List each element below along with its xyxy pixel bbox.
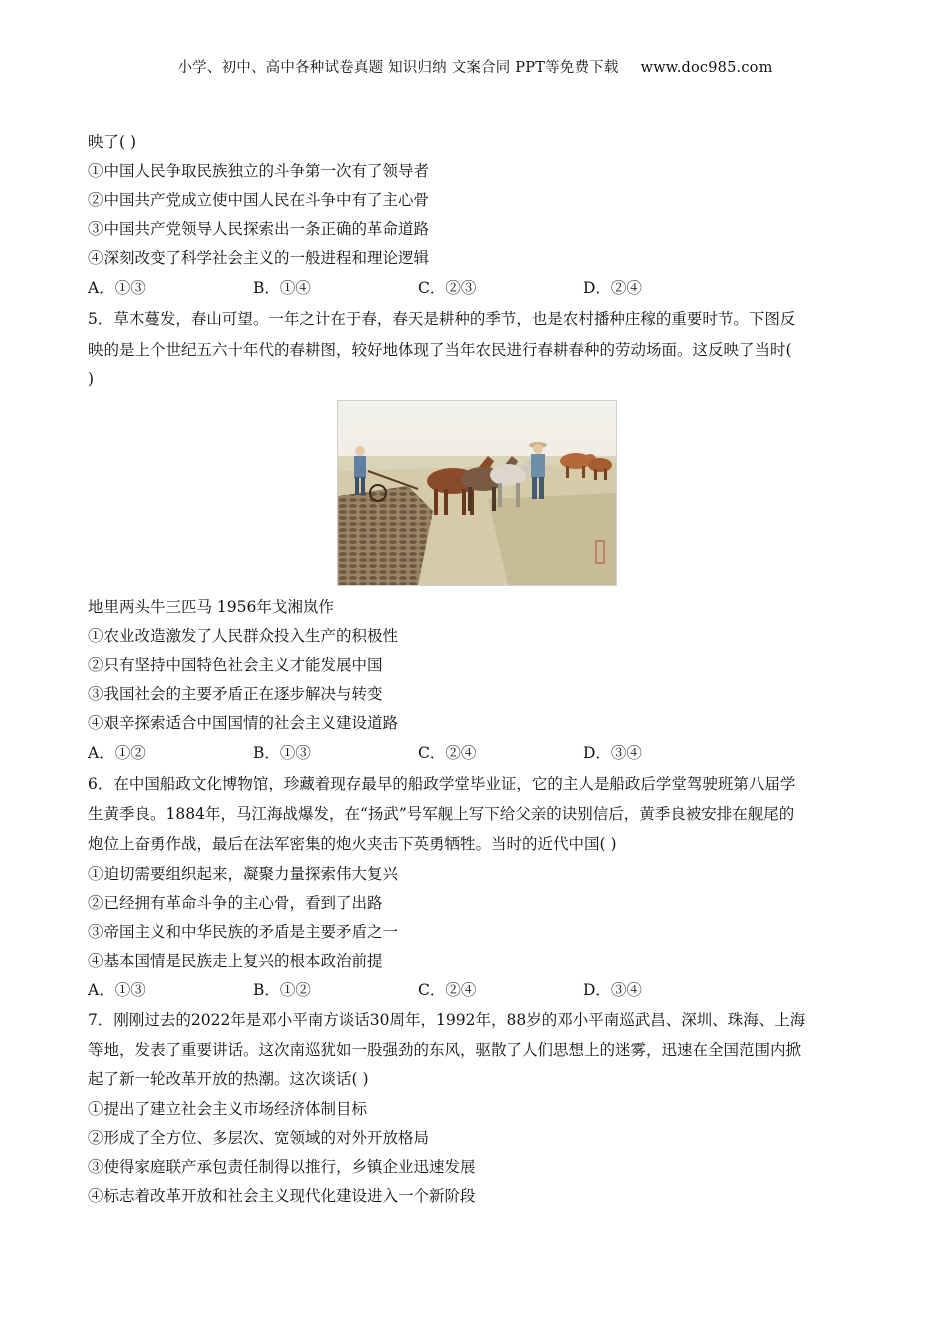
header-url[interactable]: www.doc985.com [640,60,773,76]
q7-item-1: ①提出了建立社会主义市场经济体制目标 [88,1100,368,1118]
q6-item-4: ④基本国情是民族走上复兴的根本政治前提 [88,952,383,970]
q7-stem-line-2: 等地，发表了重要讲话。这次南巡犹如一股强劲的东风，驱散了人们思想上的迷雾，迅速在全国范围内掀 [88,1041,802,1059]
q5-option-b[interactable]: B．①③ [253,744,311,762]
page-header [0,56,950,77]
q5-item-1: ①农业改造激发了人民群众投入生产的积极性 [88,627,399,645]
q6-stem-line-3: 炮位上奋勇作战，最后在法军密集的炮火夹击下英勇牺牲。当时的近代中国( ) [88,835,617,853]
painting-illustration [338,401,616,585]
q6-item-2: ②已经拥有革命斗争的主心骨，看到了出路 [88,894,383,912]
q4-option-d[interactable]: D．②④ [583,279,642,297]
q7-item-3: ③使得家庭联产承包责任制得以推行，乡镇企业迅速发展 [88,1158,476,1176]
q6-option-b[interactable]: B．①② [253,981,311,999]
q5-item-2: ②只有坚持中国特色社会主义才能发展中国 [88,656,383,674]
q7-item-4: ④标志着改革开放和社会主义现代化建设进入一个新阶段 [88,1187,476,1205]
q6-item-1: ①迫切需要组织起来，凝聚力量探索伟大复兴 [88,865,399,883]
q6-item-3: ③帝国主义和中华民族的矛盾是主要矛盾之一 [88,923,399,941]
q4-item-3: ③中国共产党领导人民探索出一条正确的革命道路 [88,220,430,238]
q5-option-d[interactable]: D．③④ [583,744,642,762]
q6-stem-line-2: 生黄季良。1884年，马江海战爆发，在“扬武”号军舰上写下给父亲的诀别信后，黄季良被安排在舰尾的 [88,805,795,823]
q5-stem-line-2: 映的是上个世纪五六十年代的春耕图，较好地体现了当年农民进行春耕春种的劳动场面。这反映了当时( [88,341,792,359]
q6-stem-line-1: 6．在中国船政文化博物馆，珍藏着现存最早的船政学堂毕业证，它的主人是船政后学堂驾驶班第八届学 [88,775,796,793]
q4-continuation: 映了( ) [88,133,137,151]
q5-option-c[interactable]: C．②④ [418,744,477,762]
q5-caption: 地里两头牛三匹马 1956年戈湘岚作 [88,598,334,616]
q4-option-c[interactable]: C．②③ [418,279,477,297]
q6-option-c[interactable]: C．②④ [418,981,477,999]
q5-stem-line-3: ) [88,370,95,388]
q7-stem-line-3: 起了新一轮改革开放的热潮。这次谈话( ) [88,1070,369,1088]
q4-item-4: ④深刻改变了科学社会主义的一般进程和理论逻辑 [88,249,430,267]
q4-item-2: ②中国共产党成立使中国人民在斗争中有了主心骨 [88,191,430,209]
q7-stem-line-1: 7．刚刚过去的2022年是邓小平南方谈话30周年，1992年，88岁的邓小平南巡武昌、深圳、珠海、上海 [88,1011,806,1029]
q4-option-a[interactable]: A．①③ [88,279,146,297]
spring-plowing-painting [337,400,617,586]
q4-item-1: ①中国人民争取民族独立的斗争第一次有了领导者 [88,162,430,180]
q6-option-a[interactable]: A．①③ [88,981,146,999]
q6-option-d[interactable]: D．③④ [583,981,642,999]
q5-item-3: ③我国社会的主要矛盾正在逐步解决与转变 [88,685,383,703]
q4-option-b[interactable]: B．①④ [253,279,311,297]
q5-option-a[interactable]: A．①② [88,744,146,762]
q5-stem-line-1: 5．草木蔓发，春山可望。一年之计在于春，春天是耕种的季节，也是农村播种庄稼的重要时节。下图反 [88,310,796,328]
header-text: 小学、初中、高中各种试卷真题 知识归纳 文案合同 PPT等免费下载 [177,60,619,76]
q5-item-4: ④艰辛探索适合中国国情的社会主义建设道路 [88,714,399,732]
q7-item-2: ②形成了全方位、多层次、宽领域的对外开放格局 [88,1129,430,1147]
